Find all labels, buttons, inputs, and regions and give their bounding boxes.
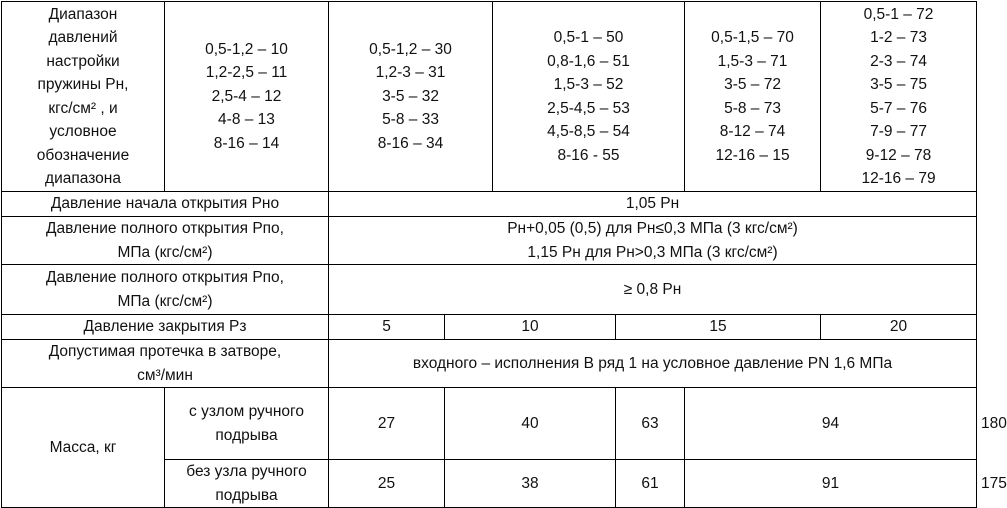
ranges-label-line: кгс/см² , и [48, 99, 118, 117]
range-value: 3-5 – 32 [382, 87, 439, 105]
range-value: 1,2-2,5 – 11 [205, 64, 288, 82]
mass-value: 27 [329, 388, 445, 460]
leakage-value: входного – исполнения В ряд 1 на условное давление PN 1,6 МПа [329, 340, 977, 388]
range-value: 9-12 – 78 [865, 146, 932, 164]
mass-row-label-line: подрыва [215, 486, 278, 504]
closing-label: Давление закрытия Рз [2, 315, 329, 340]
range-value: 5-7 – 76 [870, 99, 927, 117]
row-full-open-formula [2, 217, 977, 265]
range-value: 0,8-1,6 – 51 [547, 52, 630, 70]
ranges-label-line: обозначение [36, 146, 130, 164]
ranges-label-line: диапазона [45, 170, 121, 187]
range-value: 4,5-8,5 – 54 [547, 123, 630, 140]
ranges-label [2, 2, 165, 192]
ranges-col-5 [821, 2, 977, 192]
valve-spec-table [1, 1, 1007, 508]
mass-row-label-line: с узлом ручного [189, 403, 304, 420]
range-value: 5-8 – 33 [382, 111, 439, 129]
range-value: 8-12 – 74 [719, 123, 786, 140]
opening-start-value: 1,05 Рн [329, 192, 977, 217]
mass-value: 38 [445, 460, 616, 508]
ranges-label-line: условное [49, 123, 117, 140]
mass-row-label-line: подрыва [215, 426, 278, 444]
closing-value: 10 [445, 315, 616, 340]
range-value: 0,5-1,2 – 10 [205, 40, 288, 58]
closing-value: 20 [821, 315, 977, 340]
range-value: 12-16 – 15 [715, 146, 790, 164]
row-opening-start [2, 192, 977, 217]
range-value: 0,5-1 – 72 [863, 5, 934, 23]
range-value: 3-5 – 72 [724, 76, 781, 93]
range-value: 8-16 – 34 [377, 134, 444, 152]
full-open-min-value: ≥ 0,8 Рн [329, 265, 977, 315]
full-open-label [2, 217, 329, 265]
ranges-label-line: давлений [48, 29, 118, 46]
range-value: 1,5-3 – 71 [717, 52, 788, 70]
full-open-value-line: Рн+0,05 (0,5) для Рн≤0,3 МПа (3 кгс/см²) [507, 220, 798, 237]
ranges-label-line: пружины Рн, [37, 76, 129, 93]
range-value: 1-2 – 73 [870, 29, 927, 46]
row-full-open-min [2, 265, 977, 315]
opening-start-label: Давление начала открытия Рно [2, 192, 329, 217]
full-open-label-line: Давление полного открытия Рпо, [46, 220, 284, 237]
full-open-value-line: 1,15 Рн для Рн>0,3 МПа (3 кгс/см²) [527, 243, 778, 261]
range-value: 2,5-4,5 – 53 [547, 99, 630, 117]
full-open-min-label [2, 265, 329, 315]
mass-row-label-line: без узла ручного [186, 463, 307, 480]
ranges-col-4 [685, 2, 821, 192]
ranges-label-line: Диапазон [48, 5, 118, 23]
mass-value: 40 [445, 388, 616, 460]
range-value: 0,5-1,2 – 30 [369, 40, 452, 58]
range-value: 4-8 – 13 [218, 111, 275, 129]
full-open-min-label-line: Давление полного открытия Рпо, [46, 269, 284, 286]
mass-with-lift-label [165, 388, 329, 460]
mass-without-lift-label [165, 460, 329, 508]
range-value: 1,5-3 – 52 [553, 76, 624, 93]
closing-value: 15 [616, 315, 821, 340]
mass-value: 61 [616, 460, 685, 508]
range-value: 8-16 – 14 [213, 134, 280, 152]
mass-value: 94 [685, 388, 977, 460]
row-closing-pressure [2, 315, 977, 340]
range-value: 0,5-1 – 50 [553, 29, 624, 46]
range-value: 7-9 – 77 [870, 123, 927, 140]
range-value: 0,5-1,5 – 70 [711, 29, 794, 46]
full-open-label-line: МПа (кгс/см²) [117, 243, 213, 261]
ranges-label-line: настройки [46, 52, 120, 70]
range-value: 8-16 - 55 [557, 146, 620, 164]
leakage-label [2, 340, 329, 388]
mass-value: 63 [616, 388, 685, 460]
full-open-min-label-line: МПа (кгс/см²) [117, 292, 213, 310]
mass-value: 25 [329, 460, 445, 508]
range-value: 3-5 – 75 [870, 76, 927, 93]
ranges-col-2 [329, 2, 493, 192]
ranges-col-1 [165, 2, 329, 192]
ranges-col-3 [493, 2, 685, 192]
range-value: 2-3 – 74 [870, 52, 927, 70]
closing-value: 5 [329, 315, 445, 340]
mass-value: 91 [685, 460, 977, 508]
leakage-label-line: см³/мин [137, 366, 193, 384]
leakage-label-line: Допустимая протечка в затворе, [48, 343, 282, 360]
range-value: 1,2-3 – 31 [375, 64, 446, 82]
range-value: 2,5-4 – 12 [211, 87, 282, 105]
row-mass-with-lift: Масса, кг с узлом ручного подрыва 27 40 63 94 180 [2, 388, 977, 460]
mass-label: Масса, кг [2, 388, 165, 508]
full-open-value [329, 217, 977, 265]
row-mass-without-lift: без узла ручного подрыва 25 38 61 91 175 [2, 460, 977, 508]
row-leakage [2, 340, 977, 388]
range-value: 5-8 – 73 [724, 99, 781, 117]
row-pressure-ranges [2, 2, 977, 192]
range-value: 12-16 – 79 [861, 170, 936, 187]
